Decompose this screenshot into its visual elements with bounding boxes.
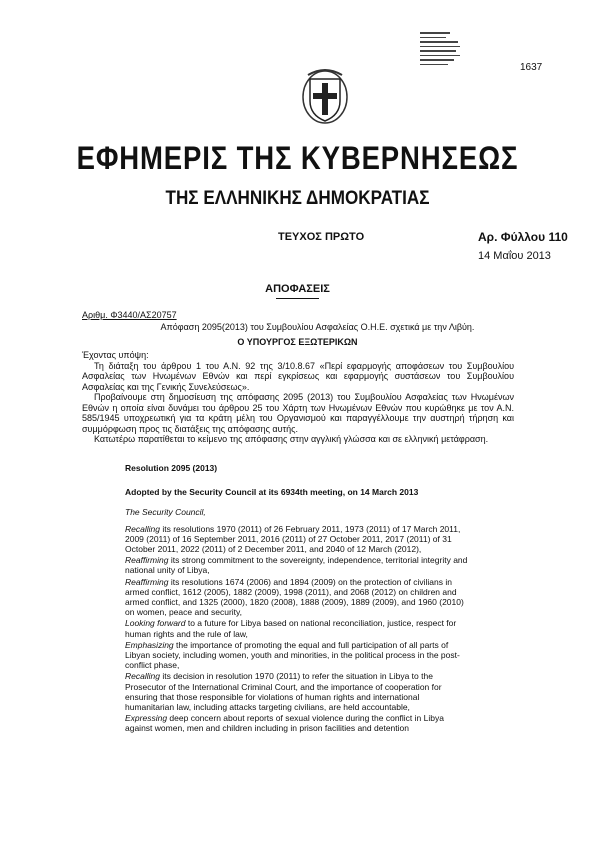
item-lead: Expressing xyxy=(125,713,168,724)
gazette-masthead: ΕΦΗΜΕΡΙΣ ΤΗΣ ΚΥΒΕΡΝΗΣΕΩΣ xyxy=(76,140,519,176)
resolution-item xyxy=(125,713,470,733)
item-lead: Emphasizing xyxy=(125,639,174,650)
item-lead: Recalling xyxy=(125,523,160,534)
council-line: The Security Council, xyxy=(125,507,206,518)
resolution-item xyxy=(125,524,470,555)
paragraph: Προβαίνουμε στη δημοσίευση της απόφασης 2095 (2013) του Συμβουλίου Ασφαλείας των Ηνωμένων Εθνών η οποία είναι δυνάμει του άρθρου 25 του Χάρτη των Ηνωμένων Εθνών που κυρώθηκε με τον Α.Ν. 585/1945 υποχρεωτική για τα κράτη μέλη του Οργανισμού και παραγγέλλουμε την αυστηρή τήρηση και συμμόρφωση προς τις διατάξεις της απόφασης αυτής. xyxy=(82,392,514,434)
resolution-item xyxy=(125,618,470,638)
minister-heading: Ο ΥΠΟΥΡΓΟΣ ΕΞΩΤΕΡΙΚΩΝ xyxy=(237,337,358,347)
item-text: its decision in resolution 1970 (2011) to refer the situation in Libya to the Prosecutor of the International Criminal Court, and the importance of cooperation for ensuring that those responsible for violations of human rights and international humanitarian law, including attacks targeting civilians, are held accountable, xyxy=(125,671,442,713)
adopted-line: Adopted by the Security Council at its 6934th meeting, on 14 March 2013 xyxy=(125,487,419,498)
item-lead: Reaffirming xyxy=(125,576,169,587)
national-printing-office-stamp xyxy=(420,32,466,76)
item-text: its resolutions 1674 (2006) and 1894 (2009) on the protection of civilians in armed conflict, 1612 (2005), 1882 (2009), 1998 (2011), and 2068 (2012) on children and armed conflict, and 1325 (2000), 1820 (2008), 1888 (2009), 1889 (2009), and 1960 (2010) on women, peace and security, xyxy=(125,576,464,618)
section-heading: ΑΠΟΦΑΣΕΙΣ xyxy=(265,283,330,295)
resolution-text xyxy=(125,463,470,735)
issue-date: 14 Μαΐου 2013 xyxy=(478,250,551,262)
item-text: to a future for Libya based on national reconciliation, justice, respect for human rights and the rule of law, xyxy=(125,618,457,639)
sheet-number: Αρ. Φύλλου 110 xyxy=(478,230,568,244)
issue-label: ΤΕΥΧΟΣ ΠΡΩΤΟ xyxy=(278,231,365,243)
resolution-item xyxy=(125,577,470,618)
resolution-item xyxy=(125,555,470,575)
item-text: its resolutions 1970 (2011) of 26 February 2011, 1973 (2011) of 17 March 2011, 2009 (2011) of 16 September 2011, 2016 (2011) of 27 October 2011, 2017 (2011) of 31 October 2011, 2022 (2011) of 2 December 2011, and 2040 of 12 March (2012), xyxy=(125,523,461,555)
item-lead: Recalling xyxy=(125,671,160,682)
resolution-item xyxy=(125,671,470,712)
page-number: 1637 xyxy=(520,62,543,73)
paragraph: Κατωτέρω παρατίθεται το κείμενο της απόφασης στην αγγλική γλώσσα και σε ελληνική μετάφραση. xyxy=(94,434,489,444)
paragraph: Έχοντας υπόψη: xyxy=(82,350,149,360)
section-underline xyxy=(276,298,319,299)
coat-of-arms-emblem xyxy=(300,65,350,125)
greek-body xyxy=(82,350,514,445)
paragraph: Τη διάταξη του άρθρου 1 του Α.Ν. 92 της 3/10.8.67 «Περί εφαρμογής αποφάσεων του Συμβουλίου Ασφαλείας των Ηνωμένων Εθνών και περί εγκρίσεως και εφαρμογής συστάσεων του Συμβουλίου Ασφαλείας και της Γενικής Συνελεύσεως». xyxy=(82,360,514,392)
item-lead: Reaffirming xyxy=(125,555,169,566)
item-text: the importance of promoting the equal and full participation of all parts of Libyan society, including women, youth and minorities, in the political process in the post-conflict phase, xyxy=(125,639,460,671)
decision-title: Απόφαση 2095(2013) του Συμβουλίου Ασφαλείας Ο.Η.Ε. σχετικά με την Λιβύη. xyxy=(160,322,475,332)
gazette-subhead: ΤΗΣ ΕΛΛΗΝΙΚΗΣ ΔΗΜΟΚΡΑΤΙΑΣ xyxy=(165,188,430,209)
item-text: deep concern about reports of sexual violence during the conflict in Libya against women, men and children including in prison facilities and detention xyxy=(125,713,444,734)
resolution-title: Resolution 2095 (2013) xyxy=(125,463,218,473)
item-text: its strong commitment to the sovereignty, independence, territorial integrity and national unity of Libya, xyxy=(125,555,468,576)
resolution-item xyxy=(125,640,470,671)
item-lead: Looking forward xyxy=(125,618,186,629)
decision-reference: Αριθμ. Φ3440/ΑΣ20757 xyxy=(82,310,177,320)
